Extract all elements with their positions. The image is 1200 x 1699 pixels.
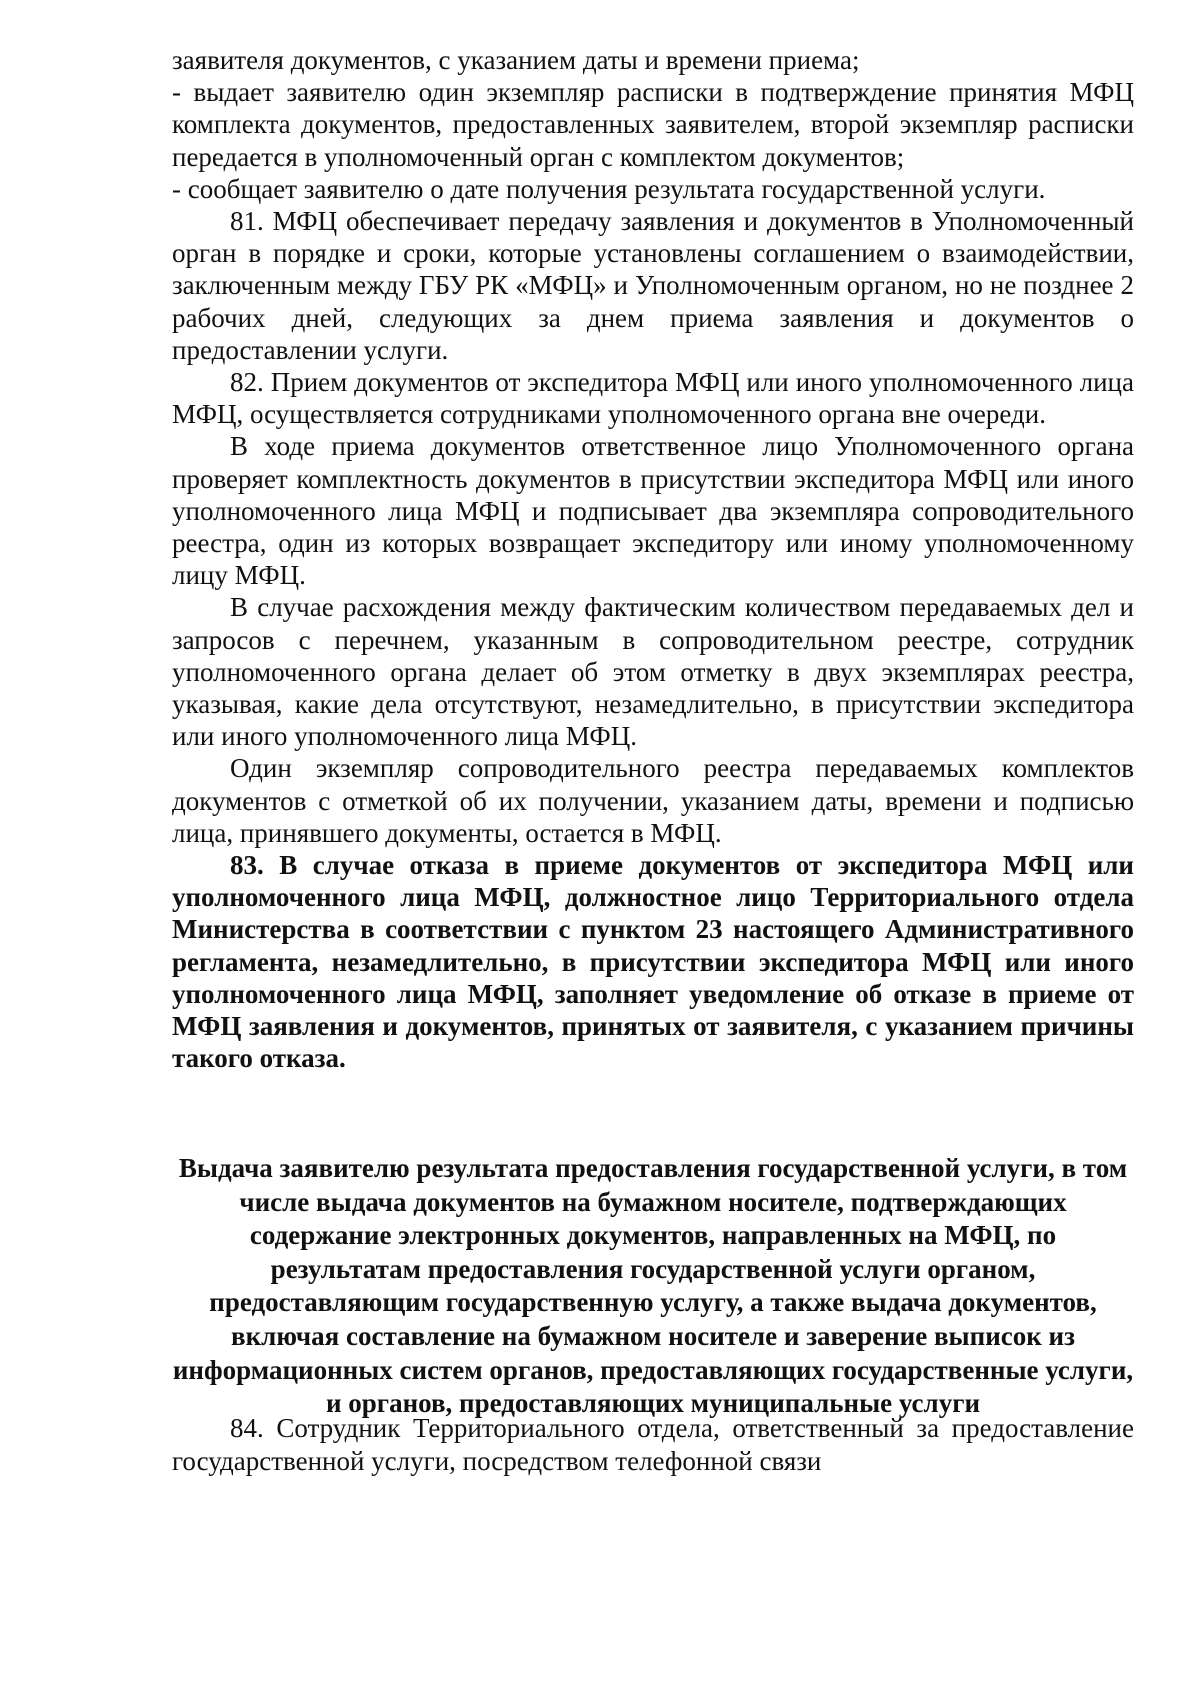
section-heading: Выдача заявителю результата предоставления государственной услуги, в том числе выдача документов на бумажном носителе, подтверждающих содержание электронных документов, направленных на МФЦ, по результатам предоставления государственной услуги органом, предоставляющим государственную услугу, а также выдача документов, включая составление на бумажном носителе и заверение выписок из информационных систем органов, предоставляющих государственные услуги, и органов, предоставляющих муниципальные услуги [172,1153,1134,1419]
paragraph-82-check: В ходе приема документов ответственное лицо Уполномоченного органа проверяет комплектность документов в присутствии экспедитора МФЦ или иного уполномоченного лица МФЦ и подписывает два экземпляра сопроводительного реестра, один из которых возвращает экспедитору или иному уполномоченному лицу МФЦ. [172,431,1134,591]
paragraph-82-discrepancy: В случае расхождения между фактическим количеством передаваемых дел и запросов с перечнем, указанным в сопроводительном реестре, сотрудник уполномоченного органа делает об этом отметку в двух экземплярах реестра, указывая, какие дела отсутствуют, незамедлительно, в присутствии экспедитора или иного уполномоченного лица МФЦ. [172,592,1134,752]
paragraph-81: 81. МФЦ обеспечивает передачу заявления и документов в Уполномоченный орган в порядке и сроки, которые установлены соглашением о взаимодействии, заключенным между ГБУ РК «МФЦ» и Уполномоченным органом, но не позднее 2 рабочих дней, следующих за днем приема заявления и документов о предоставлении услуги. [172,206,1134,365]
paragraph-82: 82. Прием документов от экспедитора МФЦ или иного уполномоченного лица МФЦ, осуществляется сотрудниками уполномоченного органа вне очереди. [172,367,1134,430]
paragraph-83: 83. В случае отказа в приеме документов от экспедитора МФЦ или уполномоченного лица МФЦ, должностное лицо Территориального отдела Министерства в соответствии с пунктом 23 настоящего Административного регламента, незамедлительно, в присутствии экспедитора МФЦ или иного уполномоченного лица МФЦ, заполняет уведомление об отказе в приеме от МФЦ заявления и документов, принятых от заявителя, с указанием причины такого отказа. [172,850,1134,1074]
paragraph-bullet-receipt: - выдает заявителю один экземпляр расписки в подтверждение принятия МФЦ комплекта документов, предоставленных заявителем, второй экземпляр расписки передается в уполномоченный орган с комплектом документов; [172,77,1134,172]
paragraph-82-copy: Один экземпляр сопроводительного реестра передаваемых комплектов документов с отметкой об их получении, указанием даты, времени и подписью лица, принявшего документы, остается в МФЦ. [172,753,1134,848]
paragraph-bullet-notify: - сообщает заявителю о дате получения результата государственной услуги. [172,173,1046,204]
paragraph-continuation: заявителя документов, с указанием даты и времени приема; [172,45,860,75]
document-body [172,44,1134,1075]
paragraph-84: 84. Сотрудник Территориального отдела, ответственный за предоставление государственной услуги, посредством телефонной связи [172,1413,1134,1476]
